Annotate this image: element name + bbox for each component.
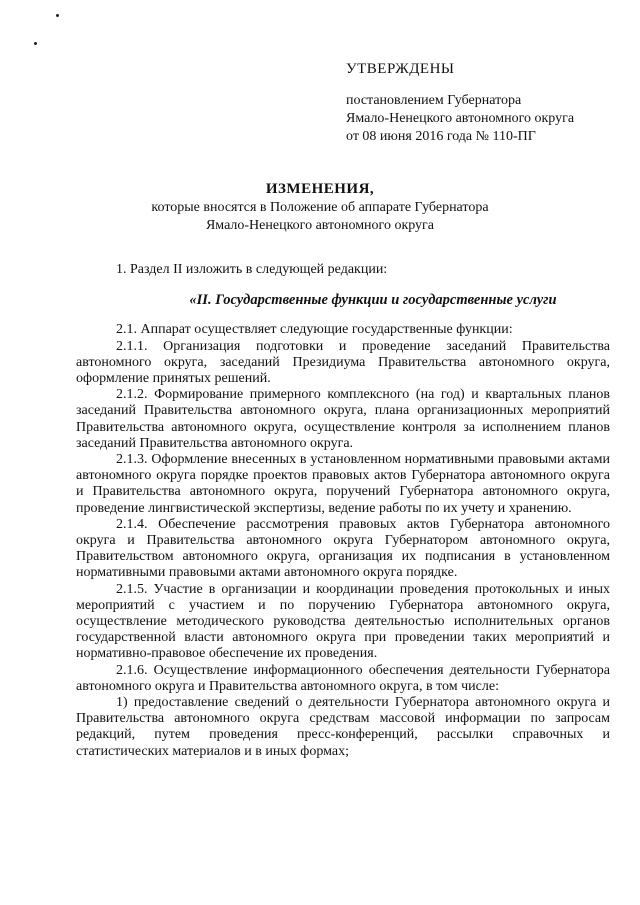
approval-line: Ямало-Ненецкого автономного округа bbox=[346, 111, 575, 126]
body-paragraph: 1) предоставление сведений о деятельности Губернатора автономного округа и Правительства автономного округа средствам массовой информации по запросам редакций, путем проведения пресс-конференций, рассылки справочных и статистических материалов и в иных формах; bbox=[76, 695, 610, 759]
approval-block bbox=[346, 60, 636, 146]
scan-speck bbox=[34, 42, 37, 45]
body-paragraph: 2.1.6. Осуществление информационного обеспечения деятельности Губернатора автономного округа и Правительства автономного округа, в том числе: bbox=[76, 662, 610, 694]
document-title: ИЗМЕНЕНИЯ, bbox=[265, 181, 375, 197]
document-body bbox=[76, 262, 610, 760]
body-paragraph: 2.1.2. Формирование примерного комплексного (на год) и квартальных планов заседаний Правительства автономного округа, плана организационных мероприятий Правительства автономного округа, осуществление контроля за исполнением планов заседаний Правительства автономного округа. bbox=[76, 387, 610, 451]
body-paragraph: 2.1.5. Участие в организации и координации проведения протокольных и иных мероприятий с участием и по поручению Губернатора автономного округа, осуществление методического руководства деятельностью исполнительных органов государственной власти автономного округа при проведении таких мероприятий и нормативно-правовое обеспечение их проведения. bbox=[76, 581, 610, 662]
body-paragraph: 2.1.3. Оформление внесенных в установленном нормативными правовыми актами автономного округа порядке проектов правовых актов Губернатора автономного округа и Правительства автономного округа, поручений Губернатора автономного округа, проведение лингвистической экспертизы, ведение работы по их учету и хранению. bbox=[76, 452, 610, 516]
body-paragraph: 2.1.1. Организация подготовки и проведение заседаний Правительства автономного округа, заседаний Президиума Правительства автономного округа, оформление принятых решений. bbox=[76, 338, 610, 387]
body-paragraph: 2.1.4. Обеспечение рассмотрения правовых актов Губернатора автономного округа и Правительства автономного округа Губернатором автономного округа, Правительством автономного округа, организация их подписания в установленном нормативными правовыми актами автономного округа порядке. bbox=[76, 516, 610, 581]
body-paragraph: 2.1. Аппарат осуществляет следующие государственные функции: bbox=[116, 322, 513, 338]
scan-speck bbox=[56, 14, 59, 17]
approval-line: от 08 июня 2016 года № 110-ПГ bbox=[346, 129, 536, 144]
section-title: «II. Государственные функции и государственные услуги bbox=[189, 292, 557, 309]
document-subtitle-line: которые вносятся в Положение об аппарате Губернатора bbox=[151, 200, 489, 215]
document-subtitle-line: Ямало-Ненецкого автономного округа bbox=[205, 218, 435, 233]
approval-line: постановлением Губернатора bbox=[346, 93, 522, 108]
intro-paragraph: 1. Раздел II изложить в следующей редакции: bbox=[116, 262, 388, 277]
document-heading bbox=[0, 180, 640, 235]
approval-title: УТВЕРЖДЕНЫ bbox=[346, 61, 455, 77]
